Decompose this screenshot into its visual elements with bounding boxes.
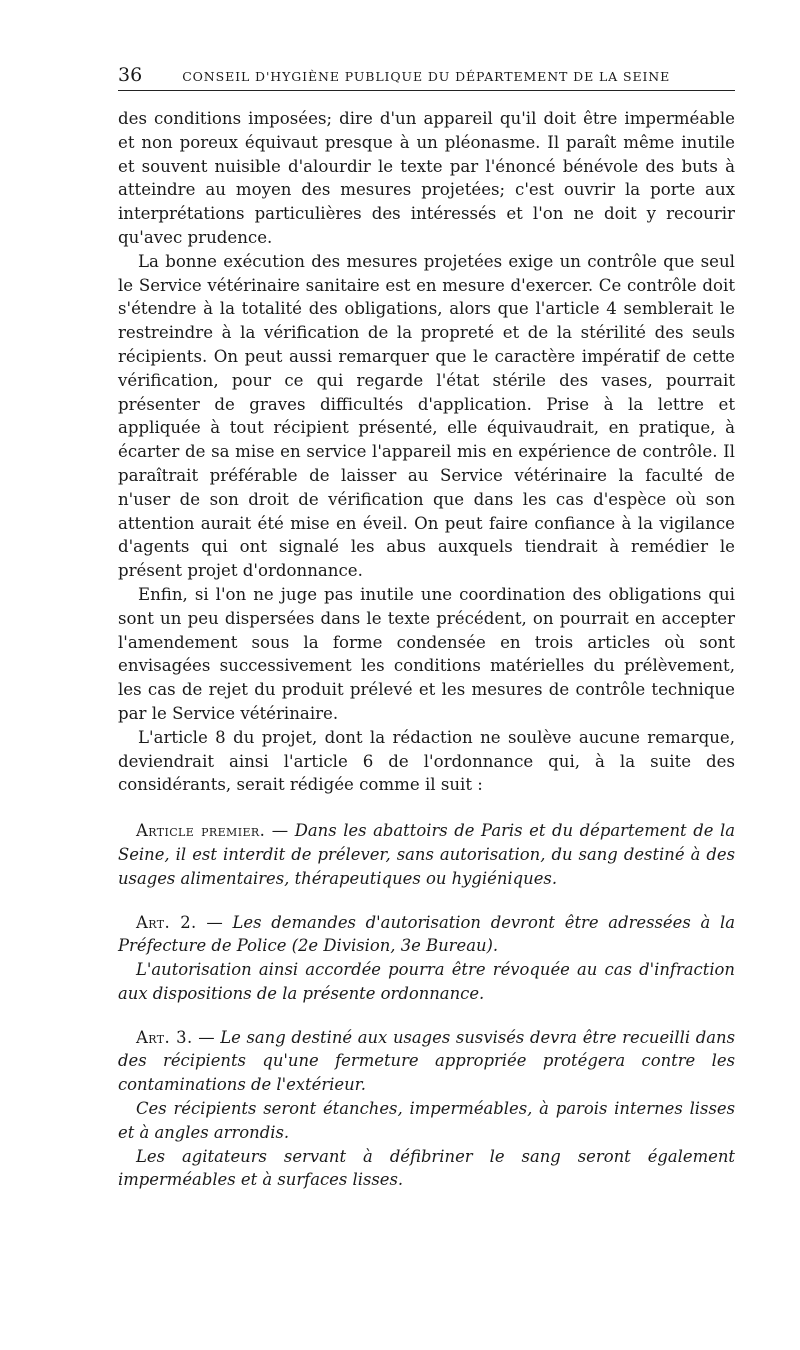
article-paragraph: L'autorisation ainsi accordée pourra être révoquée au cas d'infraction aux dispositions de la présente ordonnance.	[118, 960, 735, 1003]
article-label: Article premier.	[136, 821, 266, 841]
article-paragraph: Ces récipients seront étanches, imperméables, à parois internes lisses et à angles arrondis.	[118, 1099, 735, 1142]
article-3	[118, 1026, 735, 1193]
page-body	[118, 107, 735, 1192]
article-paragraph	[118, 911, 735, 959]
article-dash: —	[196, 912, 233, 932]
body-paragraph: La bonne exécution des mesures projetées exige un contrôle que seul le Service vétérinaire sanitaire est en mesure d'exercer. Ce contrôle doit s'étendre à la totalité des obligations, alors que l'article 4 semblerait le restreindre à la vérification de la propreté et de la stérilité des seuls récipients. On peut aussi remarquer que le caractère impératif de cette vérification, pour ce qui regarde l'état stérile des vases, pourrait présenter de graves difficultés d'application. Prise à la lettre et appliquée à tout récipient présenté, elle équivaudrait, en pratique, à écarter de sa mise en service l'appareil mis en expérience de contrôle. Il paraîtrait préférable de laisser au Service vétérinaire la faculté de n'user de son droit de vérification que dans les cas d'espèce où son attention aurait été mise en éveil. On peut faire confiance à la vigilance d'agents qui ont signalé les abus auxquels tiendrait à remédier le présent projet d'ordonnance.	[118, 251, 735, 581]
running-title: CONSEIL D'HYGIÈNE PUBLIQUE DU DÉPARTEMENT DE LA SEINE	[182, 69, 671, 84]
article-paragraph	[118, 1026, 735, 1097]
article-text: Les demandes d'autorisation devront être adressées à la Préfecture de Police (2e Division, 3e Bureau).	[118, 912, 735, 956]
article-dash: —	[192, 1027, 221, 1047]
article-label: Art. 3.	[136, 1027, 193, 1047]
page-number: 36	[118, 64, 143, 86]
article-text: Dans les abattoirs de Paris et du département de la Seine, il est interdit de prélever, sans autorisation, du sang destiné à des usages alimentaires, thérapeutiques ou hygiéniques.	[118, 821, 735, 888]
article-1	[118, 819, 735, 890]
body-paragraph: Enfin, si l'on ne juge pas inutile une coordination des obligations qui sont un peu dispersées dans le texte précédent, on pourrait en accepter l'amendement sous la forme condensée en trois articles où sont envisagées successivement les conditions matérielles du prélèvement, les cas de rejet du produit prélevé et les mesures de contrôle technique par le Service vétérinaire.	[118, 584, 735, 723]
article-paragraph: Les agitateurs servant à défibriner le sang seront également imperméables et à surfaces lisses.	[118, 1146, 735, 1190]
article-paragraph	[118, 819, 735, 890]
article-label: Art. 2.	[136, 912, 197, 932]
article-2	[118, 911, 735, 1006]
article-text: Le sang destiné aux usages susvisés devra être recueilli dans des récipients qu'une fermeture appropriée protégera contre les contaminations de l'extérieur.	[118, 1027, 735, 1095]
body-paragraph: L'article 8 du projet, dont la rédaction ne soulève aucune remarque, deviendrait ainsi l'article 6 de l'ordonnance qui, à la suite des considérants, serait rédigée comme il suit :	[118, 727, 735, 795]
book-page	[118, 64, 735, 1192]
article-dash: —	[265, 821, 295, 841]
body-paragraph: des conditions imposées; dire d'un appareil qu'il doit être imperméable et non poreux équivaut presque à un pléonasme. Il paraît même inutile et souvent nuisible d'alourdir le texte par l'énoncé bénévole des buts à atteindre au moyen des mesures projetées; c'est ouvrir la porte aux interprétations particulières des intéressés et l'on ne doit y recourir qu'avec prudence.	[118, 109, 735, 247]
page-header	[118, 64, 735, 91]
